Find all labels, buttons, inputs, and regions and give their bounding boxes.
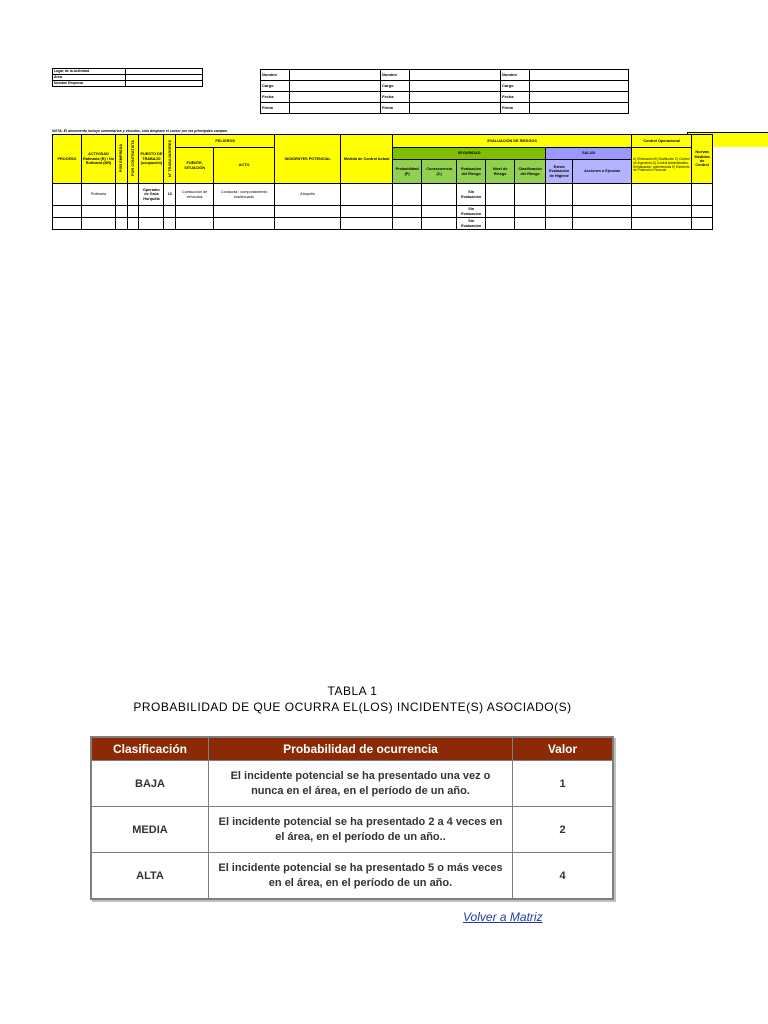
cell-clasificacion: BAJA [91,761,209,807]
cell-probabilidad[interactable] [393,206,422,218]
cell-medida[interactable] [341,206,393,218]
table-row [53,184,713,206]
signature-label: Firma [381,103,410,114]
col-header-eval-riesgo: Evaluación del Riesgo [457,160,486,184]
cell-eval-riesgo: Sin Evaluación [457,206,486,218]
cell-nivel [486,206,515,218]
table-row [53,218,713,230]
signature-label: Firma [501,103,530,114]
cell-control[interactable] [632,206,692,218]
cell-puesto[interactable] [139,206,164,218]
col-header-existe-higiene: Existe Evaluación de Higiene [546,160,573,184]
cell-proceso[interactable] [53,218,82,230]
tabla-subtitle: PROBABILIDAD DE QUE OCURRA EL(LOS) INCIDENTE(S) ASOCIADO(S) [133,700,572,714]
info-label: Nombre Empresa [53,81,126,87]
cell-existe-higiene[interactable] [546,206,573,218]
cell-eval-riesgo: Sin Evaluación [457,184,486,206]
signature-field[interactable] [410,103,501,114]
cell-n-trabajadores[interactable]: 10 [164,184,176,206]
signature-label: Firma [261,103,290,114]
cell-descripcion: El incidente potencial se ha presentado una vez o nunca en el área, en el período de un año. [209,761,513,807]
cell-consecuencia[interactable] [422,218,457,230]
cell-actividad[interactable] [82,218,116,230]
info-label: Lugar de la Actividad [53,69,126,75]
cell-valor: 2 [513,807,614,853]
col-header-incidentes: INCIDENTES POTENCIAL [275,135,341,184]
cell-nuevas[interactable] [692,184,713,206]
info-label: Área [53,75,126,81]
cell-clasificacion [515,184,546,206]
col-header-actividad: ACTIVIDAD Rutinaria (R) / No Rutinaria (NR) [82,135,116,184]
cell-eval-riesgo: Sin Evaluación [457,218,486,230]
cell-puesto[interactable] [139,218,164,230]
signature-label: Nombre [381,70,410,81]
cell-incidente[interactable] [275,218,341,230]
cell-fuente[interactable] [176,206,214,218]
signature-field[interactable] [290,70,381,81]
col-header-acciones: Acciones a Ejecutar [573,160,632,184]
signature-field[interactable] [530,70,629,81]
cell-probabilidad[interactable] [393,184,422,206]
cell-por-contratista[interactable] [127,206,139,218]
signature-field[interactable] [410,70,501,81]
cell-incidente[interactable]: Atropello [275,184,341,206]
cell-por-contratista[interactable] [127,218,139,230]
cell-proceso[interactable] [53,184,82,206]
signature-field[interactable] [290,103,381,114]
signature-label: Nombre [261,70,290,81]
cell-acciones[interactable] [573,206,632,218]
activity-info-table [52,68,203,87]
cell-valor: 4 [513,853,614,900]
col-header-nuevas: Nuevas Medidas de Control [692,135,713,184]
cell-fuente[interactable] [176,218,214,230]
cell-acciones[interactable] [573,218,632,230]
note-text: NOTA: El documento incluye comentarios y vínculos, sólo desplace el cursor por los principales campos. [52,129,228,133]
cell-probabilidad[interactable] [393,218,422,230]
col-header-puesto: PUESTO DE TRABAJO (ocupación) [139,135,164,184]
cell-descripcion: El incidente potencial se ha presentado 5 o más veces en el área, en el período de un año. [209,853,513,900]
cell-clasificacion [515,218,546,230]
cell-acto[interactable] [214,206,275,218]
signature-label: Cargo [501,81,530,92]
tabla-title: TABLA 1 [327,684,378,698]
cell-existe-higiene[interactable] [546,218,573,230]
cell-nivel [486,184,515,206]
col-header-consecuencia: Consecuencia (C) [422,160,457,184]
signature-field[interactable] [410,81,501,92]
control-options-list: A) Eliminación B) Sustitución C) Control de Ingeniería D) Control Administrativo, Señalización, advertencias E) Elemento de Protección Personal [632,148,692,184]
signature-field[interactable] [530,103,629,114]
table-row [91,853,613,900]
col-header-por-empresa: POR EMPRESA [116,135,128,184]
col-header-evaluacion: EVALUACIÓN DE RIESGOS [393,135,632,148]
signature-label: Nombre [501,70,530,81]
cell-medida[interactable] [341,184,393,206]
col-header-clasificacion: Clasificación del Riesgo [515,160,546,184]
cell-descripcion: El incidente potencial se ha presentado 2 a 4 veces en el área, en el período de un año.. [209,807,513,853]
cell-por-contratista[interactable] [127,184,139,206]
column-header-clasificacion: Clasificación [91,737,209,761]
col-header-salud: SALUD [546,148,632,160]
cell-por-empresa[interactable] [116,206,128,218]
signature-field[interactable] [410,92,501,103]
signature-label: Fecha [381,92,410,103]
table-row [53,206,713,218]
signature-label: Fecha [501,92,530,103]
col-header-seguridad: SEGURIDAD [393,148,546,160]
cell-existe-higiene[interactable] [546,184,573,206]
column-header-valor: Valor [513,737,614,761]
cell-nivel [486,218,515,230]
table-row [91,761,613,807]
col-header-n-trabajadores: N° TRABAJADORES [164,135,176,184]
col-header-nivel: Nivel de Riesgo [486,160,515,184]
cell-acciones[interactable] [573,184,632,206]
col-header-proceso: PROCESO [53,135,82,184]
cell-control[interactable] [632,184,692,206]
cell-medida[interactable] [341,218,393,230]
volver-a-matriz-link[interactable]: Volver a Matriz [463,910,543,924]
col-header-probabilidad: Probabilidad (P) [393,160,422,184]
col-header-fuente: FUENTE, SITUACIÓN [176,148,214,184]
cell-acto[interactable] [214,218,275,230]
signature-label: Cargo [381,81,410,92]
cell-proceso[interactable] [53,206,82,218]
cell-actividad[interactable] [82,206,116,218]
signatures-table [260,69,629,114]
cell-fuente[interactable]: Conducción de vehículos [176,184,214,206]
cell-por-empresa[interactable] [116,218,128,230]
table-row [91,807,613,853]
col-header-por-contratista: POR CONTRATISTA [127,135,139,184]
cell-consecuencia[interactable] [422,184,457,206]
cell-clasificacion: MEDIA [91,807,209,853]
cell-n-trabajadores[interactable] [164,218,176,230]
column-header-probabilidad: Probabilidad de ocurrencia [209,737,513,761]
cell-incidente[interactable] [275,206,341,218]
col-header-acto: ACTO [214,148,275,184]
col-header-medida: Medida de Control Actual [341,135,393,184]
cell-nuevas[interactable] [692,218,713,230]
cell-clasificacion: ALTA [91,853,209,900]
signature-label: Cargo [261,81,290,92]
probability-table [90,736,614,900]
cell-puesto[interactable]: Operador de Grúa Horquilla [139,184,164,206]
cell-valor: 1 [513,761,614,807]
cell-n-trabajadores[interactable] [164,206,176,218]
cell-clasificacion [515,206,546,218]
risk-matrix-table [52,134,713,230]
signature-label: Fecha [261,92,290,103]
cell-por-empresa[interactable] [116,184,128,206]
signature-field[interactable] [290,92,381,103]
cell-nuevas[interactable] [692,206,713,218]
info-value[interactable] [126,81,203,87]
col-header-control: Control Operacional [632,135,692,148]
signature-field[interactable] [530,92,629,103]
cell-actividad[interactable]: Rutinaria [82,184,116,206]
signature-field[interactable] [530,81,629,92]
signature-field[interactable] [290,81,381,92]
cell-control[interactable] [632,218,692,230]
cell-consecuencia[interactable] [422,206,457,218]
cell-acto[interactable]: Conducta / comportamiento inadecuado [214,184,275,206]
col-header-peligros: PELIGROS [176,135,275,148]
